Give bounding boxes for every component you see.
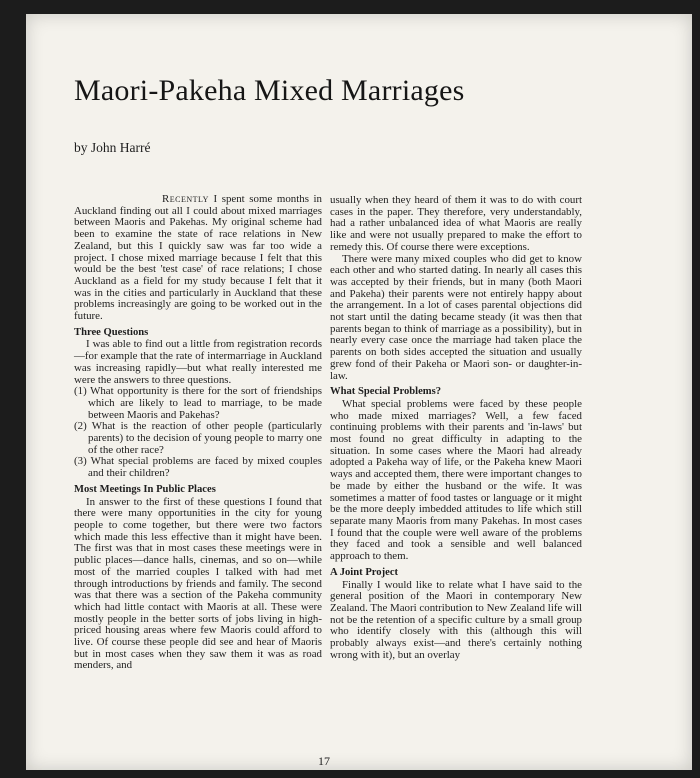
question-list: [74, 386, 322, 480]
body-paragraph: In answer to the first of these questions I found that there were many opportunities in the city for young people to come together, but there were two factors which made this less effective than it might have been. The first was that in most cases these meetings were in public places—dance halls, cinemas, and so on—while most of the married couples I talked with had met through introductions by friends and family. The second was that there was a section of the Pakeha community which had little contact with Maoris at all. These were mostly people in the better sorts of jobs living in high-priced housing areas where few Maoris could afford to live. Of course these people did see and hear of Maoris but in most cases when they saw them it was as road menders, and: [74, 495, 322, 672]
section-heading-special-problems: What Special Problems?: [330, 386, 442, 398]
intro-lead-word: Recently: [162, 193, 209, 205]
body-paragraph-continued: usually when they heard of them it was to do with court cases in the paper. They therefore, very understandably, had a rather unbalanced idea of what Maoris are really like and were not usually prepared to make the effort to remedy this. Of course there were exceptions.: [330, 194, 582, 253]
article-byline: by John Harré: [74, 140, 151, 155]
section-heading-public-places: Most Meetings In Public Places: [74, 483, 216, 495]
body-paragraph: There were many mixed couples who did get to know each other and who started dating. In nearly all cases this was accepted by their friends, but in many (both Maori and Pakeha) their parents were not entirely happy about the arrangement. In a lot of cases parental objections did not start until the dating became steady (it was then that parents began to think of marriage as a possibility), but in nearly every case once the marriage had taken place the parents on both sides accepted the situation and usually grew fond of their Pakeha or Maori son- or daughter-in-law.: [330, 252, 582, 382]
intro-paragraph: [74, 194, 322, 323]
body-paragraph: Finally I would like to relate what I have said to the general position of the Maori in contemporary New Zealand. The Maori contribution to New Zealand life will not be the retention of a specific culture by a small group who identify closely with this (although this will probably always exist—and there's certainly nothing wrong with it), but an overlay: [330, 578, 582, 661]
section-heading-three-questions: Three Questions: [74, 326, 149, 338]
question-item: (1) What opportunity is there for the sort of friendships which are likely to lead to marriage, to be made between Maoris and Pakehas?: [74, 385, 322, 421]
question-item: (2) What is the reaction of other people (particularly parents) to the decision of young people to marry one of the other race?: [74, 420, 322, 456]
right-column: [330, 195, 582, 661]
magazine-page: [26, 14, 692, 770]
question-item: (3) What special problems are faced by mixed couples and their children?: [74, 455, 322, 480]
left-column: [74, 194, 322, 672]
body-paragraph: I was able to find out a little from registration records—for example that the rate of intermarriage in Auckland was increasing rapidly—but what really interested me were the answers to three questions.: [74, 338, 322, 386]
intro-text: I spent some months in Auckland finding out all I could about mixed marriages between Maoris and Pakehas. My original scheme had been to examine the state of race relations in New Zealand, but this I quickly saw was far too wide a project. I chose mixed marriage because I felt that this would be the best 'test case' of race relations; I chose Auckland as a field for my study because I felt that it was in the cities and particularly in Auckland that these problems increasingly are going to be worked out in the future.: [74, 193, 322, 323]
body-paragraph: What special problems were faced by these people who made mixed marriages? Well, a few faced continuing problems with their parents and 'in-laws' but most found no great difficulty in adapting to the situation. In some cases where the Maori had already adopted a Pakeha way of life, or the Pakeha knew Maori ways and accepted them, there were important changes to be made by either the husband or the wife. It was sometimes a matter of food tastes or language or it might be the more deeply imbedded attitudes to life which still separate many Maoris from many Pakehas. In most cases I found that the couple were well aware of the problems they faced and took a sensible and well balanced approach to them.: [330, 397, 582, 563]
section-heading-joint-project: A Joint Project: [330, 566, 399, 578]
article-title: Maori-Pakeha Mixed Marriages: [74, 74, 465, 107]
page-number: 17: [318, 754, 330, 768]
